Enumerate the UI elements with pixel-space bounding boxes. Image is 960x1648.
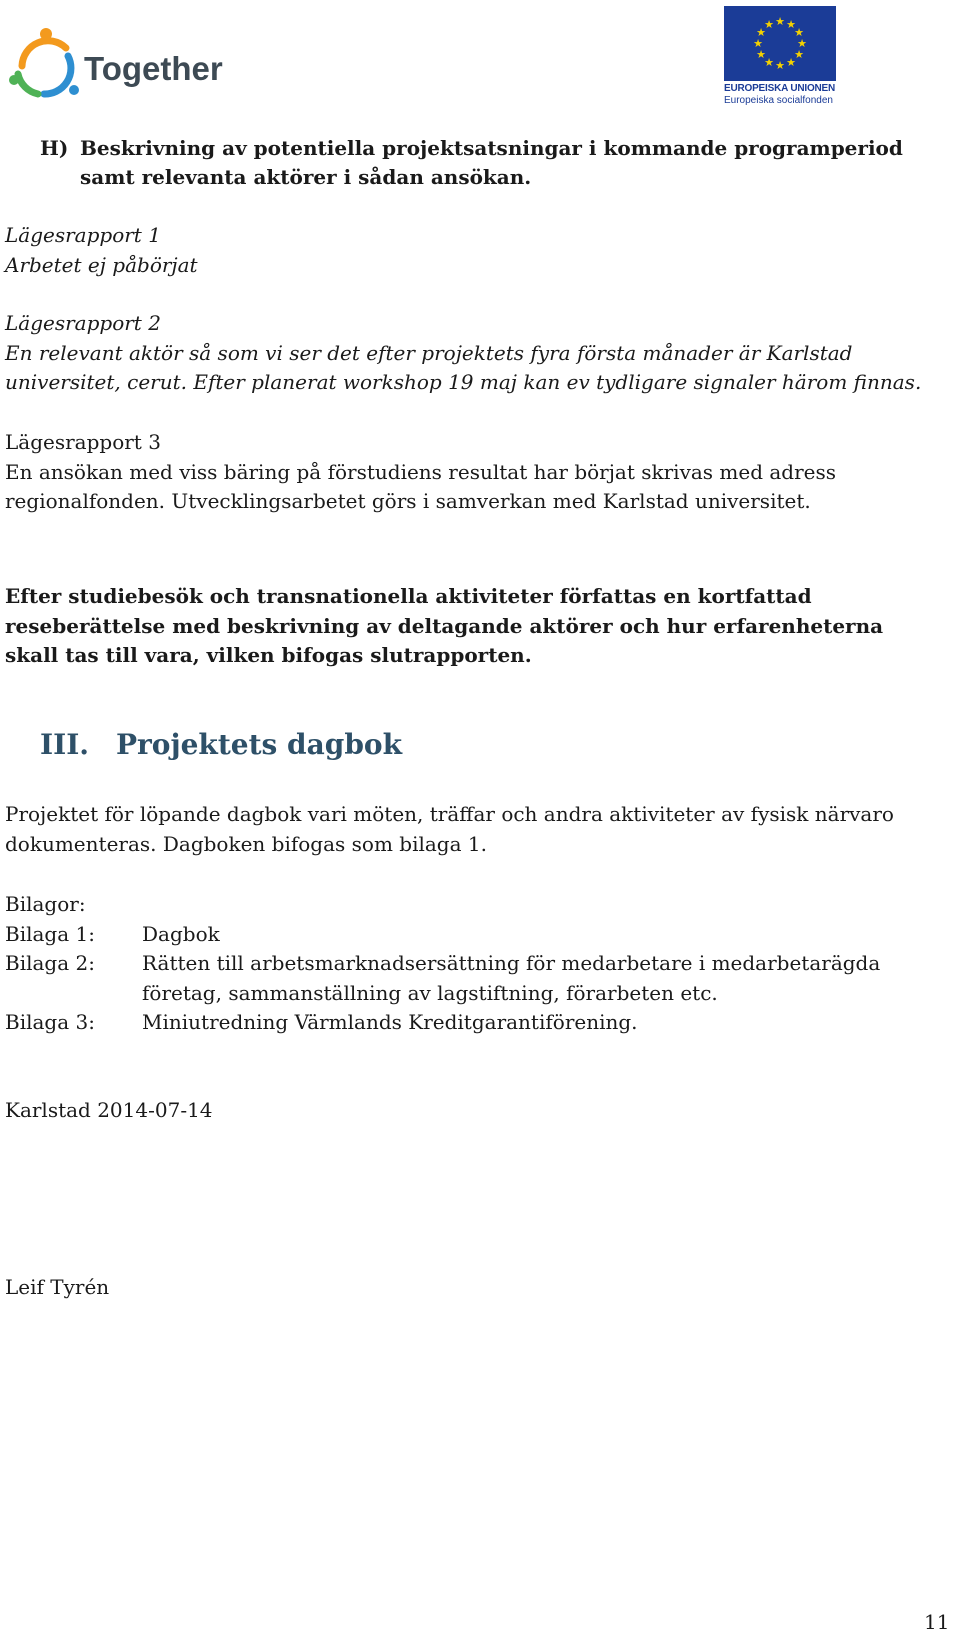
attachment-2-label: Bilaga 2:: [5, 951, 95, 975]
attachment-3-label: Bilaga 3:: [5, 1010, 95, 1034]
eu-union-label: EUROPEISKA UNIONEN: [724, 83, 836, 94]
attachment-1-text: Dagbok: [142, 921, 220, 946]
report-1-title: Lägesrapport 1: [5, 223, 161, 247]
report-2-title: Lägesrapport 2: [5, 311, 161, 335]
place-date: Karlstad 2014-07-14: [5, 1098, 213, 1122]
report-1: [5, 221, 935, 280]
report-2: [5, 309, 935, 398]
svg-text:★: ★: [794, 48, 804, 61]
together-logo-text: Together: [84, 50, 223, 87]
together-logo: [4, 20, 256, 104]
svg-text:★: ★: [764, 18, 774, 31]
attachment-1-label: Bilaga 1:: [5, 921, 95, 946]
svg-text:★: ★: [797, 37, 807, 50]
section-3-number: III.: [40, 728, 90, 761]
attachment-2-text-cont: företag, sammanställning av lagstiftning, förarbeten etc.: [142, 980, 718, 1005]
svg-text:★: ★: [775, 59, 785, 72]
section-3-text: Projektet för löpande dagbok vari möten, träffar och andra aktiviteter av fysisk närvaro dokumenteras. Dagboken bifogas som bilaga 1.: [5, 802, 894, 856]
section-3-title: Projektets dagbok: [116, 728, 402, 761]
svg-text:★: ★: [764, 56, 774, 69]
attachments-heading: Bilagor:: [5, 892, 86, 916]
svg-text:★: ★: [753, 37, 763, 50]
svg-text:★: ★: [756, 26, 766, 39]
bold-note: Efter studiebesök och transnationella aktiviteter författas en kortfattad reseberättelse med beskrivning av deltagande aktörer och hur erfarenheterna skall tas till vara, vilken bifogas slutrapporten.: [5, 584, 884, 667]
attachments: [5, 890, 935, 1040]
attachment-2-text: Rätten till arbetsmarknadsersättning för medarbetare i medarbetarägda: [142, 951, 881, 975]
svg-text:★: ★: [775, 15, 785, 28]
section-h-title: Beskrivning av potentiella projektsatsningar i kommande programperiod samt relevanta aktörer i sådan ansökan.: [80, 136, 903, 189]
svg-text:★: ★: [786, 18, 796, 31]
svg-text:★: ★: [756, 48, 766, 61]
eu-fund-label: Europeiska socialfonden: [724, 95, 833, 106]
report-3-line1: En ansökan med viss bäring på förstudiens resultat har börjat skrivas med adress: [5, 459, 837, 484]
page-number: 11: [924, 1610, 950, 1634]
report-2-line1: En relevant aktör så som vi ser det efter projektets fyra första månader är Karlstad: [5, 340, 853, 365]
report-2-line2: universitet, cerut. Efter planerat workshop 19 maj kan ev tydligare signaler härom finnas.: [5, 370, 922, 394]
report-3: [5, 428, 935, 517]
attachment-3-text: Miniutredning Värmlands Kreditgarantiförening.: [142, 1010, 638, 1034]
eu-logo: [724, 6, 836, 106]
report-1-text: Arbetet ej påbörjat: [5, 252, 198, 277]
report-3-line2: regionalfonden. Utvecklingsarbetet görs i samverkan med Karlstad universitet.: [5, 489, 811, 513]
section-h-label: H): [40, 136, 69, 160]
together-logo-icon: [4, 20, 256, 104]
signature-name: Leif Tyrén: [5, 1275, 110, 1299]
svg-text:★: ★: [794, 26, 804, 39]
eu-flag-icon: [724, 6, 836, 81]
report-3-title: Lägesrapport 3: [5, 430, 161, 454]
svg-text:★: ★: [786, 56, 796, 69]
